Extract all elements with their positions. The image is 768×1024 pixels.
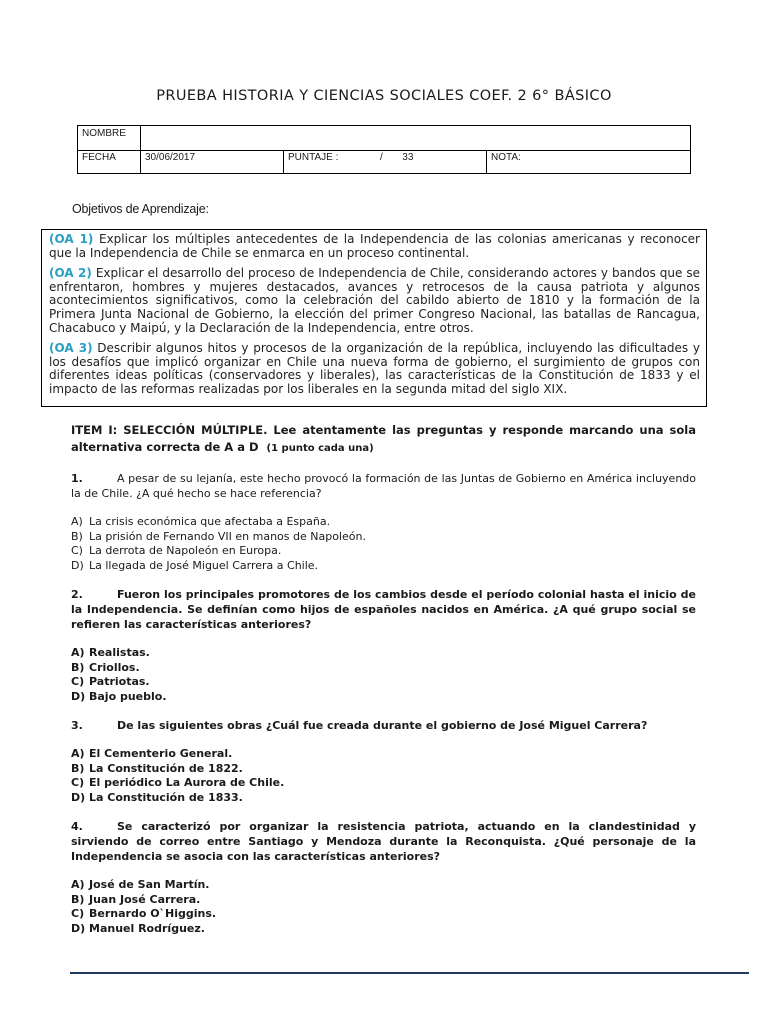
objectives-box [41, 229, 707, 407]
question-1-options [71, 515, 696, 573]
option-letter: B) [71, 892, 85, 906]
option-2c[interactable] [71, 675, 696, 690]
option-text: La Constitución de 1833. [89, 790, 243, 804]
option-text: La prisión de Fernando VII en manos de Napoleón. [89, 529, 366, 543]
option-1d[interactable] [71, 559, 696, 574]
name-row [78, 126, 690, 151]
option-4b[interactable] [71, 893, 696, 908]
option-letter: A) [71, 747, 85, 760]
option-text: La llegada de José Miguel Carrera a Chile. [89, 558, 319, 572]
question-4-options [71, 878, 696, 936]
objective-oa3 [49, 342, 700, 396]
option-letter: A) [71, 646, 85, 659]
score-slash: / [379, 152, 383, 163]
student-info-table [77, 125, 691, 174]
option-1c[interactable] [71, 544, 696, 559]
option-letter: B) [71, 761, 85, 775]
option-letter: D) [71, 689, 86, 703]
option-text: La crisis económica que afectaba a España. [89, 515, 331, 528]
section-points: (1 punto cada una) [266, 443, 374, 454]
option-text: La Constitución de 1822. [89, 761, 243, 775]
option-2b[interactable] [71, 661, 696, 676]
date-label: FECHA [82, 152, 116, 163]
page-title: PRUEBA HISTORIA Y CIENCIAS SOCIALES COEF. 2 6° BÁSICO [156, 88, 612, 104]
option-text: Realistas. [89, 646, 150, 659]
score-label: PUNTAJE : [288, 152, 339, 163]
question-4-number: 4. [71, 820, 83, 833]
option-letter: A) [71, 878, 85, 891]
option-1b[interactable] [71, 530, 696, 545]
option-text: Bernardo O`Higgins. [89, 907, 217, 920]
option-letter: C) [71, 907, 85, 920]
option-letter: C) [71, 675, 85, 688]
option-1a[interactable] [71, 515, 696, 530]
oa1-tag: (OA 1) [49, 232, 94, 246]
option-3d[interactable] [71, 791, 696, 806]
oa3-text: Describir algunos hitos y procesos de la organización de la república, incluyendo las dificultades y los desafíos que implicó organizar en Chile una nueva forma de gobierno, el surgimiento de grupos con diferentes ideas políticas (conservadores y liberales), las características de la Constitución de 1833 y el impacto de las reformas realizadas por los liberales en la segunda mitad del siglo XIX. [49, 341, 700, 396]
grade-cell[interactable] [486, 150, 690, 173]
question-2 [71, 587, 696, 632]
option-letter: D) [71, 790, 86, 804]
question-1-number: 1. [71, 472, 83, 485]
option-letter: A) [71, 515, 83, 528]
question-1-text: A pesar de su lejanía, este hecho provocó la formación de las Juntas de Gobierno en América incluyendo la de Chile. ¿A qué hecho se hace referencia? [71, 472, 696, 500]
section-heading [71, 422, 696, 457]
option-text: Bajo pueblo. [89, 689, 167, 703]
option-text: Criollos. [89, 660, 140, 674]
option-letter: D) [71, 921, 86, 935]
question-3 [71, 718, 696, 733]
footer-divider [70, 972, 749, 974]
option-text: Manuel Rodríguez. [89, 921, 205, 935]
score-total: 33 [402, 152, 414, 163]
objective-oa2 [49, 267, 700, 335]
question-2-text: Fueron los principales promotores de los cambios desde el período colonial hasta el inicio de la Independencia. Se definían como hijos de españoles nacidos en América. ¿A qué grupo social se refieren las características anteriores? [71, 588, 696, 631]
option-4c[interactable] [71, 907, 696, 922]
option-text: El periódico La Aurora de Chile. [89, 776, 285, 789]
oa1-text: Explicar los múltiples antecedentes de la Independencia de las colonias americanas y reconocer que la Independencia de Chile se enmarca en un proceso continental. [49, 232, 700, 260]
date-value: 30/06/2017 [140, 150, 283, 173]
option-4a[interactable] [71, 878, 696, 893]
option-text: El Cementerio General. [89, 747, 233, 760]
question-1 [71, 471, 696, 501]
option-2a[interactable] [71, 646, 696, 661]
question-2-options [71, 646, 696, 704]
option-letter: C) [71, 544, 83, 557]
option-2d[interactable] [71, 690, 696, 705]
objectives-heading: Objetivos de Aprendizaje: [72, 202, 209, 216]
oa3-tag: (OA 3) [49, 341, 93, 356]
option-3a[interactable] [71, 747, 696, 762]
grade-label: NOTA: [491, 152, 521, 163]
oa2-tag: (OA 2) [49, 266, 92, 281]
option-letter: D) [71, 558, 84, 572]
question-3-text: De las siguientes obras ¿Cuál fue creada durante el gobierno de José Miguel Carrera? [117, 719, 648, 732]
option-3b[interactable] [71, 762, 696, 777]
section-heading-text: ITEM I: SELECCIÓN MÚLTIPLE. Lee atentamente las preguntas y responde marcando una sola alternativa correcta de A a D [71, 423, 696, 454]
date-row [78, 150, 690, 173]
questions-section [71, 422, 696, 950]
option-text: Juan José Carrera. [89, 892, 201, 906]
option-text: Patriotas. [89, 675, 150, 688]
option-letter: C) [71, 776, 85, 789]
option-letter: B) [71, 660, 85, 674]
question-3-options [71, 747, 696, 805]
score-cell[interactable] [283, 150, 486, 173]
name-field[interactable] [140, 126, 690, 150]
option-text: José de San Martín. [89, 878, 210, 891]
name-label: NOMBRE [82, 128, 126, 139]
question-4 [71, 819, 696, 864]
option-3c[interactable] [71, 776, 696, 791]
option-text: La derrota de Napoleón en Europa. [89, 544, 282, 557]
objective-oa1 [49, 233, 700, 260]
question-3-number: 3. [71, 719, 83, 732]
option-4d[interactable] [71, 922, 696, 937]
question-4-text: Se caracterizó por organizar la resistencia patriota, actuando en la clandestinidad y sirviendo de correo entre Santiago y Mendoza durante la Reconquista. ¿Qué personaje de la Independencia se asocia con las características anteriores? [71, 820, 696, 863]
oa2-text: Explicar el desarrollo del proceso de Independencia de Chile, considerando actores y bandos que se enfrentaron, hombres y mujeres destacados, avances y retrocesos de la causa patriota y algunos acontecimientos significativos, como la celebración del cabildo abierto de 1810 y la formación de la Primera Junta Nacional de Gobierno, la elección del primer Congreso Nacional, las batallas de Rancagua, Chacabuco y Maipú, y la Declaración de la Independencia, entre otros. [49, 266, 700, 335]
question-2-number: 2. [71, 588, 83, 601]
option-letter: B) [71, 529, 83, 543]
